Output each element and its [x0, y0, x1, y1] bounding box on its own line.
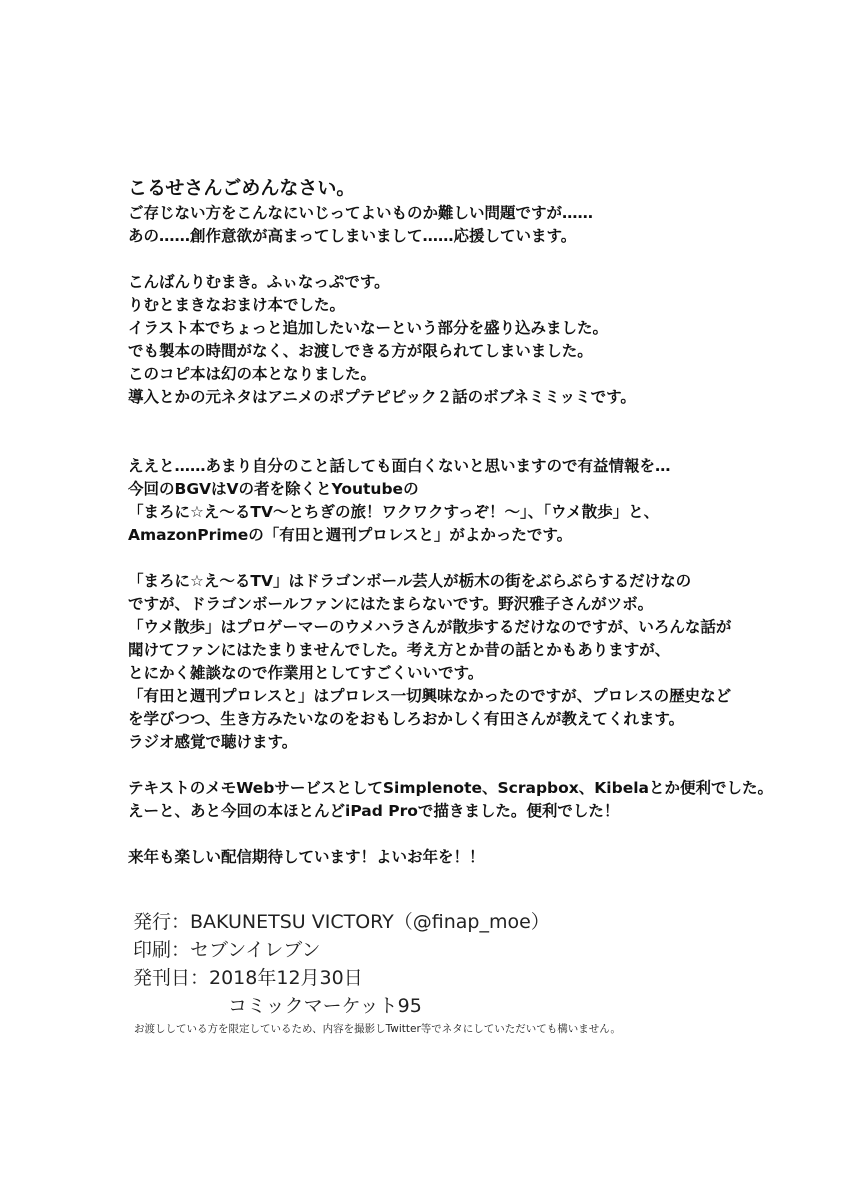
- text-line: あの……創作意欲が高まってしまいまして……応援しています。: [128, 227, 577, 245]
- text-line: ええと……あまり自分のこと話しても面白くないと思いますので有益情報を…: [128, 457, 671, 475]
- paragraph-apology: [128, 202, 828, 248]
- colophon-printer: 印刷：セブンイレブン: [133, 939, 321, 961]
- text-line: ラジオ感覚で聴けます。: [128, 733, 298, 751]
- text-line: 今回のBGVはVの者を除くとYoutubeの: [128, 480, 419, 498]
- paragraph-tools: [128, 777, 828, 823]
- colophon-date: 発刊日：2018年12月30日: [133, 967, 363, 989]
- text-line: イラスト本でちょっと追加したいなーという部分を盛り込みました。: [128, 319, 609, 337]
- text-line: 「有田と週刊プロレスと」はプロレス一切興味なかったのですが、プロレスの歴史など: [128, 687, 732, 705]
- afterword-text: [128, 174, 828, 869]
- text-line: 聞けてファンにはたまりませんでした。考え方とか昔の話とかもありますが、: [128, 641, 671, 659]
- paragraph-reviews: [128, 570, 828, 754]
- text-line: 「まろに☆え～るTV～とちぎの旅！ワクワクすっぞ！～」、「ウメ散歩」と、: [128, 503, 660, 521]
- paragraph-closing: [128, 846, 828, 869]
- text-line: このコピ本は幻の本となりました。: [128, 365, 377, 383]
- colophon-publisher: 発行：BAKUNETSU VICTORY（@finap_moe）: [133, 911, 550, 933]
- colophon-event: コミックマーケット95: [228, 995, 422, 1017]
- text-line: テキストのメモWebサービスとしてSimplenote、Scrapbox、Kibelaとか便利でした。: [128, 779, 773, 797]
- text-line: 「まろに☆え～るTV」はドラゴンボール芸人が栃木の街をぶらぶらするだけなの: [128, 572, 692, 590]
- text-line: とにかく雑談なので作業用としてすごくいいです。: [128, 664, 484, 682]
- headline: こるせさんごめんなさい。: [128, 177, 356, 199]
- text-line: 「ウメ散歩」はプロゲーマーのウメハラさんが散歩するだけなのですが、いろんな話が: [128, 618, 732, 636]
- text-line: りむとまきなおまけ本でした。: [128, 296, 346, 314]
- paragraph-recommendations: [128, 455, 828, 547]
- text-line: 来年も楽しい配信期待しています！よいお年を！！: [128, 848, 485, 866]
- text-line: を学びつつ、生き方みたいなのをおもしろおかしく有田さんが教えてくれます。: [128, 710, 685, 728]
- paragraph-greeting: [128, 271, 828, 409]
- colophon: [133, 908, 550, 992]
- text-line: でも製本の時間がなく、お渡しできる方が限られてしまいました。: [128, 342, 593, 360]
- colophon-notice: お渡ししている方を限定しているため、内容を撮影しTwitter等でネタにしていただいても構いません。: [134, 1023, 621, 1035]
- text-line: 導入とかの元ネタはアニメのポプテピピック２話のボブネミミッミです。: [128, 388, 636, 406]
- text-line: AmazonPrimeの「有田と週刊プロレスと」がよかったです。: [128, 526, 573, 544]
- text-line: ご存じない方をこんなにいじってよいものか難しい問題ですが……: [128, 204, 594, 222]
- text-line: ですが、ドラゴンボールファンにはたまらないです。野沢雅子さんがツボ。: [128, 595, 654, 613]
- text-line: えーと、あと今回の本ほとんどiPad Proで描きました。便利でした！: [128, 802, 620, 820]
- text-line: こんばんりむまき。ふぃなっぷです。: [128, 273, 390, 291]
